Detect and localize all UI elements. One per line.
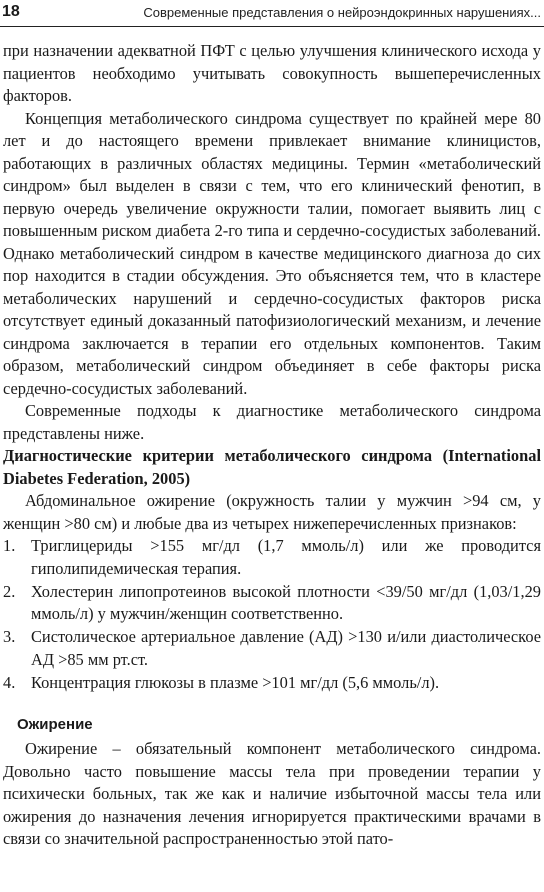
paragraph-metabolic-syndrome-concept: Концепция метаболического синдрома существует по крайней мере 80 лет и до настоящего времени привлекает внимание клиницистов, работающих в различных областях медицины. Термин «метаболический синдром» был выделен в связи с тем, что его клинический фенотип, в первую очередь увеличение окружности талии, помогает выявить лиц с повышенным риском диабета 2-го типа и сердечно-сосудистых заболеваний. Однако метаболический синдром в качестве медицинского диагноза до сих пор находится в стадии обсуждения. Это объясняется тем, что в кластере метаболических нарушений и сердечно-сосудистых факторов риска отсутствует единый доказанный патофизиологический механизм, и лечение синдрома заключается в терапии его отдельных компонентов. Таким образом, метаболический синдром объединяет в себе факторы риска сердечно-сосудистых заболеваний.: [3, 108, 541, 398]
criteria-item-number: 4.: [3, 672, 16, 692]
criteria-item-text: Концентрация глюкозы в плазме >101 мг/дл (5,6 ммоль/л).: [31, 672, 440, 692]
criteria-heading: Диагностические критерии метаболического синдрома (International Diabetes Federation, 2005): [3, 446, 541, 488]
criteria-item: [3, 581, 541, 626]
criteria-item-number: 3.: [3, 627, 16, 646]
criteria-intro: Абдоминальное ожирение (окружность талии у мужчин >94 см, у женщин >80 см) и любые два из четырех нижеперечисленных признаков:: [3, 491, 541, 533]
criteria-item-text: Систолическое артериальное давление (АД) >130 и/или диастолическое АД >85 мм рт.ст.: [31, 627, 541, 669]
running-title: Современные представления о нейроэндокринных нарушениях...: [143, 5, 541, 20]
criteria-item-text: Холестерин липопротеинов высокой плотности <39/50 мг/дл (1,03/1,29 ммоль/л) у мужчин/женщин соответственно.: [31, 581, 541, 623]
paragraph-obesity: Ожирение – обязательный компонент метаболического синдрома. Довольно часто повышение массы тела при проведении терапии у психически больных, так же как и наличие избыточной массы тела или ожирения до назначения лечения игнорируется практическими врачами в связи со значительной распространенностью этой пато-: [3, 739, 541, 848]
criteria-item: [3, 626, 541, 671]
page-number: 18: [2, 3, 20, 20]
criteria-item-text: Триглицериды >155 мг/дл (1,7 ммоль/л) или же проводится гиполипидемическая терапия.: [31, 536, 541, 578]
criteria-item: [3, 672, 541, 695]
criteria-item: [3, 535, 541, 580]
criteria-item-number: 2.: [3, 581, 16, 601]
section-heading-obesity: Ожирение: [17, 716, 93, 733]
criteria-list: [3, 535, 541, 694]
paragraph-diagnostic-approaches: Современные подходы к диагностике метаболического синдрома представлены ниже.: [3, 401, 541, 443]
paragraph-continuation: при назначении адекватной ПФТ с целью улучшения клинического исхода у пациентов необходимо учитывать совокупность вышеперечисленных факторов.: [3, 41, 541, 105]
page-header: [0, 0, 544, 27]
page-body: [3, 40, 541, 851]
criteria-item-number: 1.: [3, 536, 16, 555]
